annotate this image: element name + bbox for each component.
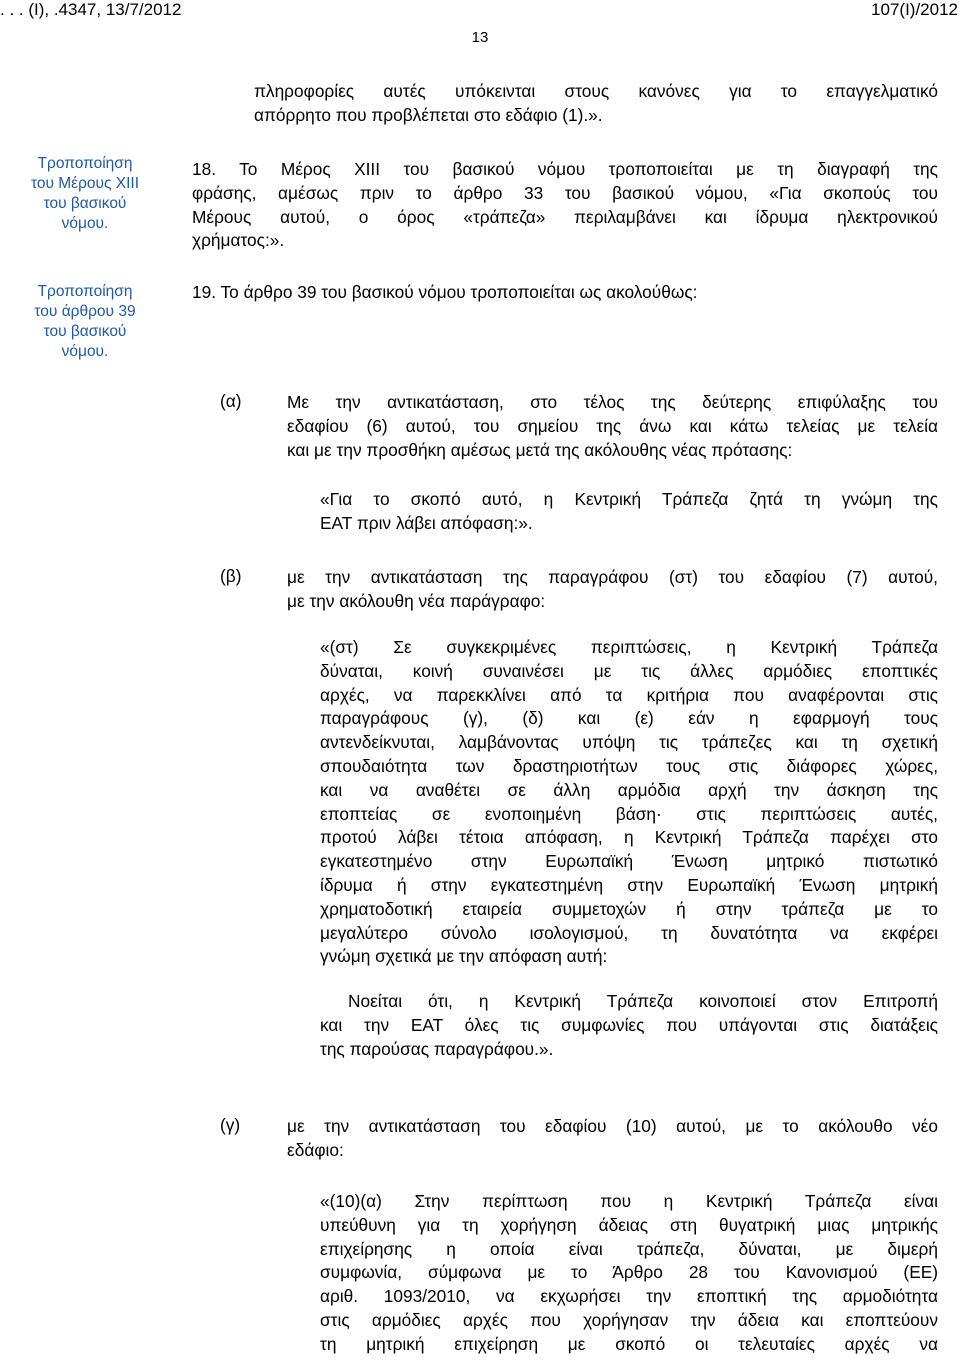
- text-line: απόρρητο που προβλέπεται στο εδάφιο (1).».: [254, 104, 603, 125]
- page-header-left: . . . (Ι), .4347, 13/7/2012: [0, 0, 182, 19]
- text-line: 19. Το άρθρο 39 του βασικού νόμου τροποποιείται ως ακολούθως:: [192, 282, 698, 302]
- text-line: στις αρμόδιες αρχές που χορήγησαν την άδεια και εποπτεύουν: [320, 1309, 938, 1330]
- text-line: χρηματοδοτική εταιρεία συμμετοχών ή στην τράπεζα με το: [320, 898, 938, 919]
- text-line: μεγαλύτερο σύνολο ισολογισμού, τη δυνατότητα να εκφέρει: [320, 922, 938, 943]
- text-line: αριθ. 1093/2010, να εκχωρήσει την εποπτική της αρμοδιότητα: [320, 1286, 938, 1307]
- text-line: αντενδείκνυται, λαμβάνοντας υπόψη τις τράπεζες και τη σχετική: [320, 732, 938, 753]
- item-c-quote: [320, 1190, 938, 1357]
- text-line: «Για το σκοπό αυτό, η Κεντρική Τράπεζα ζητά τη γνώμη της: [320, 489, 938, 509]
- item-a-text: [287, 391, 938, 462]
- text-line: με την ακόλουθη νέα παράγραφο:: [287, 590, 546, 611]
- text-line: με την αντικατάσταση της παραγράφου (στ) του εδαφίου (7) αυτού,: [287, 567, 938, 587]
- margin-note-line: νόμου.: [61, 343, 109, 360]
- item-c-text: [287, 1115, 938, 1163]
- text-line: εγκατεστημένο στην Ευρωπαϊκή Ένωση μητρικό πιστωτικό: [320, 851, 938, 872]
- margin-note-line: Τροποποίηση: [37, 155, 133, 172]
- text-line: «(10)(α) Στην περίπτωση που η Κεντρική Τράπεζα είναι: [320, 1191, 938, 1211]
- section-19: [192, 281, 938, 305]
- text-line: ίδρυμα ή στην εγκατεστημένη στην Ευρωπαϊκή Ένωση μητρική: [320, 874, 938, 895]
- item-b-proviso-cont: [320, 1014, 938, 1062]
- item-b-text: [287, 566, 938, 614]
- text-line: Με την αντικατάσταση, στο τέλος της δεύτερης επιφύλαξης του: [287, 392, 938, 412]
- margin-note-line: του άρθρου 39: [34, 303, 136, 320]
- page-header-right: 107(Ι)/2012: [871, 0, 958, 19]
- item-label-a: (α): [220, 391, 242, 411]
- text-line: αρχές, να παρεκκλίνει από τα κριτήρια που αναφέρονται στις: [320, 684, 938, 705]
- margin-note-line: του Μέρους XIII: [30, 175, 140, 192]
- item-b-quote: [320, 636, 938, 969]
- margin-note-line: του βασικού: [43, 195, 127, 212]
- text-line: Νοείται ότι, η Κεντρική Τράπεζα κοινοποιεί στον Επιτροπή: [348, 991, 938, 1011]
- text-line: και να αναθέτει σε άλλη αρμόδια αρχή την άσκηση της: [320, 779, 938, 800]
- text-line: με την αντικατάσταση του εδαφίου (10) αυτού, με το ακόλουθο νέο: [287, 1116, 938, 1136]
- text-line: ΕΑΤ πριν λάβει απόφαση:».: [320, 512, 533, 533]
- text-line: τη μητρική επιχείρηση με σκοπό οι τελευταίες αρχές να: [320, 1333, 938, 1354]
- intro-paragraph: [254, 80, 938, 128]
- text-line: εδαφίου (6) αυτού, του σημείου της άνω και κάτω τελείας με τελεία: [287, 415, 938, 436]
- item-label-b: (β): [220, 566, 242, 586]
- text-line: εποπτείας σε ενοποιημένη βάση· στις περιπτώσεις αυτές,: [320, 803, 938, 824]
- text-line: χρήματος:».: [192, 230, 285, 251]
- margin-note-line: Τροποποίηση: [37, 283, 133, 300]
- text-line: προτού λάβει τέτοια απόφαση, η Κεντρική Τράπεζα παρέχει στο: [320, 827, 938, 848]
- text-line: εδάφιο:: [287, 1139, 344, 1160]
- margin-note-part-xiii: [0, 154, 170, 234]
- section-18: [192, 158, 938, 253]
- text-line: δύναται, κοινή συναινέσει με τις άλλες αρμόδιες εποπτικές: [320, 660, 938, 681]
- item-b-proviso: [348, 990, 938, 1014]
- text-line: συμφωνία, σύμφωνα με το Άρθρο 28 του Κανονισμού (ΕΕ): [320, 1262, 938, 1283]
- item-label-c: (γ): [220, 1115, 241, 1135]
- text-line: «(στ) Σε συγκεκριμένες περιπτώσεις, η Κεντρική Τράπεζα: [320, 637, 938, 657]
- text-line: της παρούσας παραγράφου.».: [320, 1038, 554, 1059]
- text-line: Μέρους αυτού, ο όρος «τράπεζα» περιλαμβάνει και ίδρυμα ηλεκτρονικού: [192, 206, 938, 227]
- text-line: και την ΕΑΤ όλες τις συμφωνίες που υπάγονται στις διατάξεις: [320, 1015, 938, 1035]
- text-line: γνώμη σχετικά με την απόφαση αυτή:: [320, 946, 608, 967]
- text-line: και με την προσθήκη αμέσως μετά της ακόλουθης νέας πρότασης:: [287, 439, 793, 460]
- text-line: υπεύθυνη για τη χορήγηση άδειας στη θυγατρική μιας μητρικής: [320, 1214, 938, 1235]
- text-line: 18. Το Μέρος XIII του βασικού νόμου τροποποιείται με τη διαγραφή της: [192, 159, 938, 179]
- text-line: φράσης, αμέσως πριν το άρθρο 33 του βασικού νόμου, «Για σκοπούς του: [192, 182, 938, 203]
- text-line: επιχείρησης η οποία είναι τράπεζα, δύναται, με διμερή: [320, 1238, 938, 1259]
- text-line: σπουδαιότητα των δραστηριοτήτων τους στις διάφορες χώρες,: [320, 755, 938, 776]
- margin-note-line: νόμου.: [61, 215, 109, 232]
- text-line: πληροφορίες αυτές υπόκεινται στους κανόνες για το επαγγελματικό: [254, 81, 938, 101]
- margin-note-article-39: [0, 282, 170, 362]
- page-number: 13: [471, 29, 489, 46]
- margin-note-line: του βασικού: [43, 323, 127, 340]
- item-a-quote: [320, 488, 938, 536]
- text-line: παραγράφους (γ), (δ) και (ε) εάν η εφαρμογή τους: [320, 708, 938, 729]
